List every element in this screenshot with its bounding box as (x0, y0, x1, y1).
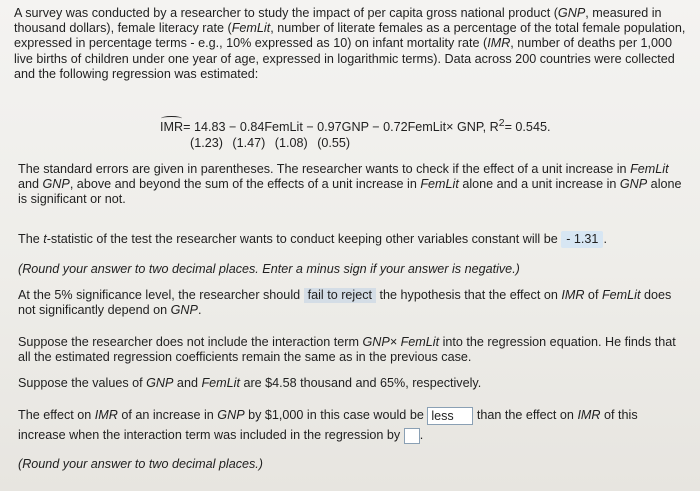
equation-rhs: = 14.83 − 0.84FemLit − 0.97GNP − 0.72FemLit× GNP, (183, 120, 487, 135)
intro-paragraph: A survey was conducted by a researcher to study the impact of per capita gross national product (GNP, measured in thousand dollars), female literacy rate (FemLit, number of literate females as a percentage of the total female population, expressed in percentage terms - e.g., 10% expressed as 10) on infant mortality rate (IMR, number of deaths per 1,000 live births of children under one year of age, expressed in logarithmic terms). Data across 200 countries were collected and the following regression was estimated: (14, 6, 686, 81)
question-effect-comparison: The effect on IMR of an increase in GNP by $1,000 in this case would be less than the effect on IMR of this increase when the interaction term was included in the regression by . (18, 408, 638, 442)
rounding-instruction-1: (Round your answer to two decimal places. Enter a minus sign if your answer is negative.) (18, 262, 520, 276)
values-assumption: Suppose the values of GNP and FemLit are $4.58 thousand and 65%, respectively. (18, 376, 482, 390)
r-squared-symbol: $R^2$ (489, 117, 505, 135)
standard-error-note: The standard errors are given in parentheses. The researcher wants to check if the effect of a unit increase in FemLit and GNP, above and beyond the sum of the effects of a unit increase in FemLit alone and a unit increase in GNP alone is significant or not. (18, 162, 682, 207)
question-t-statistic: The t-statistic of the test the researcher wants to conduct keeping other variables constant will be - 1.31 . (18, 231, 607, 248)
standard-errors-row: (1.23) (1.47) (1.08) (0.55) (190, 136, 351, 151)
r-squared-value: = 0.545. (504, 120, 551, 135)
comparison-dropdown[interactable]: less (427, 407, 473, 425)
regression-equation (160, 115, 550, 151)
rounding-instruction-2: (Round your answer to two decimal places.) (18, 457, 263, 471)
question-significance: At the 5% significance level, the researcher should fail to reject the hypothesis that the effect on IMR of FemLit does not significantly depend on GNP. (18, 288, 672, 318)
interaction-assumption: Suppose the researcher does not include the interaction term GNP× FemLit into the regression equation. He finds that all the estimated regression coefficients remain the same as in the previous case. (18, 335, 676, 365)
t-statistic-answer[interactable]: - 1.31 (561, 231, 603, 248)
hypothesis-dropdown[interactable]: fail to reject (304, 288, 376, 303)
imr-hat: IMR (160, 120, 184, 135)
difference-answer-input[interactable] (404, 428, 420, 444)
